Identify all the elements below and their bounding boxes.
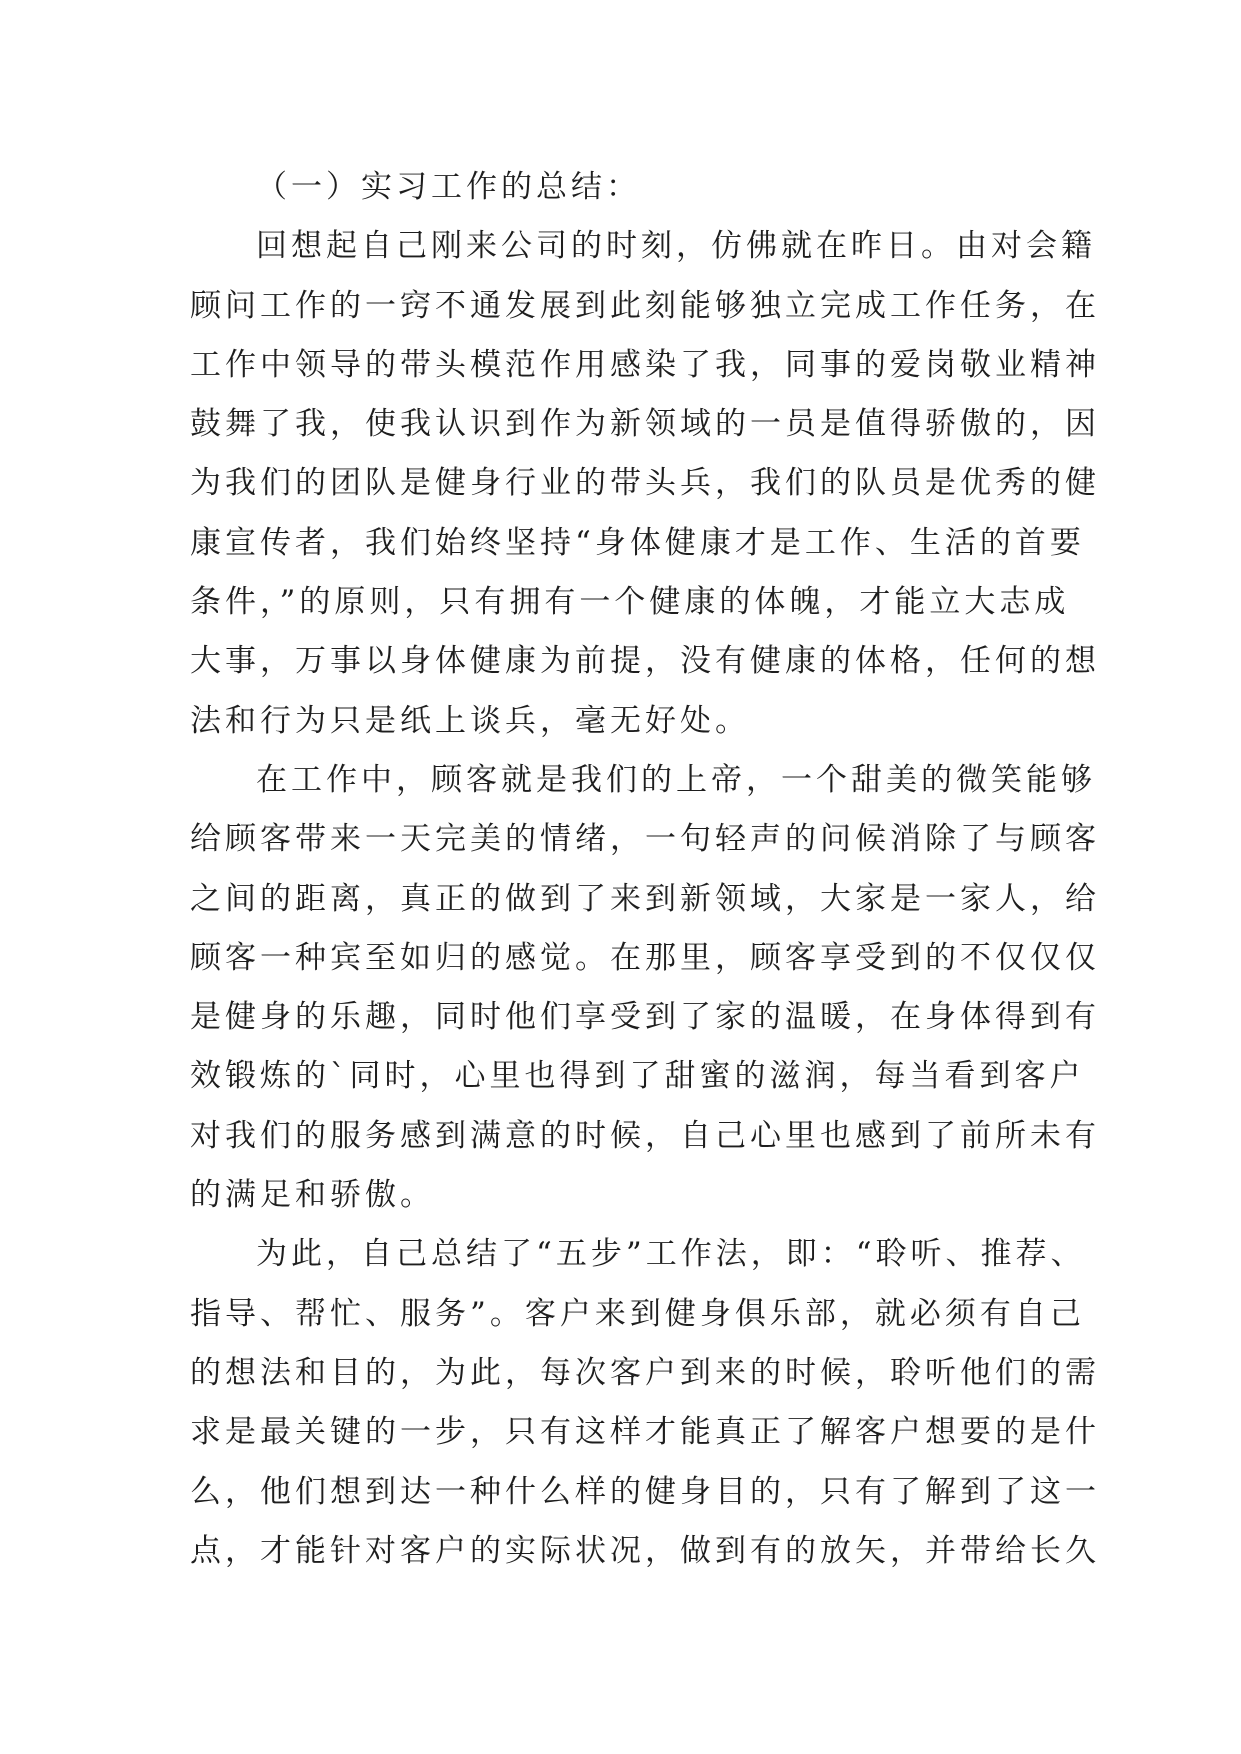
text-line: 为我们的团队是健身行业的带头兵，我们的队员是优秀的健	[190, 465, 1100, 502]
text-line: 点，才能针对客户的实际状况，做到有的放矢，并带给长久	[190, 1532, 1100, 1569]
text-line: 顾客一种宾至如归的感觉。在那里，顾客享受到的不仅仅仅	[190, 939, 1100, 976]
section-heading	[190, 158, 1060, 217]
text-line: 工作中领导的带头模范作用感染了我，同事的爱岗敬业精神	[190, 346, 1100, 383]
text-line: 效锻炼的`同时，心里也得到了甜蜜的滋润，每当看到客户	[190, 1058, 1085, 1095]
heading-line: （一）实习工作的总结：	[256, 169, 641, 205]
text-line: 在工作中，顾客就是我们的上帝，一个甜美的微笑能够	[256, 761, 1096, 798]
text-line: 给顾客带来一天完美的情绪，一句轻声的问候消除了与顾客	[190, 821, 1100, 858]
text-line: 之间的距离，真正的做到了来到新领域，大家是一家人，给	[190, 880, 1100, 917]
text-line: 顾问工作的一窍不通发展到此刻能够独立完成工作任务，在	[190, 287, 1100, 324]
text-line: 康宣传者，我们始终坚持“身体健康才是工作、生活的首要	[190, 524, 1085, 561]
paragraph-1	[190, 217, 1100, 751]
text-line: 回想起自己刚来公司的时刻，仿佛就在昨日。由对会籍	[256, 228, 1096, 265]
text-line: 指导、帮忙、服务”。客户来到健身俱乐部，就必须有自己	[190, 1295, 1085, 1332]
paragraph-3	[190, 1225, 1100, 1581]
text-line: 的满足和骄傲。	[190, 1177, 435, 1214]
text-line: 法和行为只是纸上谈兵，毫无好处。	[190, 702, 750, 739]
text-line: 鼓舞了我，使我认识到作为新领域的一员是值得骄傲的，因	[190, 406, 1100, 443]
text-line: 求是最关键的一步，只有这样才能真正了解客户想要的是什	[190, 1414, 1100, 1451]
text-line: 是健身的乐趣，同时他们享受到了家的温暖，在身体得到有	[190, 999, 1100, 1036]
text-line: 为此，自己总结了“五步”工作法，即：“聆听、推荐、	[256, 1236, 1086, 1273]
text-line: 条件，”的原则，只有拥有一个健康的体魄，才能立大志成	[190, 584, 1070, 621]
text-line: 的想法和目的，为此，每次客户到来的时候，聆听他们的需	[190, 1354, 1100, 1391]
document-body	[190, 158, 1100, 1581]
text-line: 么，他们想到达一种什么样的健身目的，只有了解到了这一	[190, 1473, 1100, 1510]
text-line: 对我们的服务感到满意的时候，自己心里也感到了前所未有	[190, 1117, 1100, 1154]
text-line: 大事，万事以身体健康为前提，没有健康的体格，任何的想	[190, 643, 1100, 680]
paragraph-2	[190, 751, 1100, 1225]
